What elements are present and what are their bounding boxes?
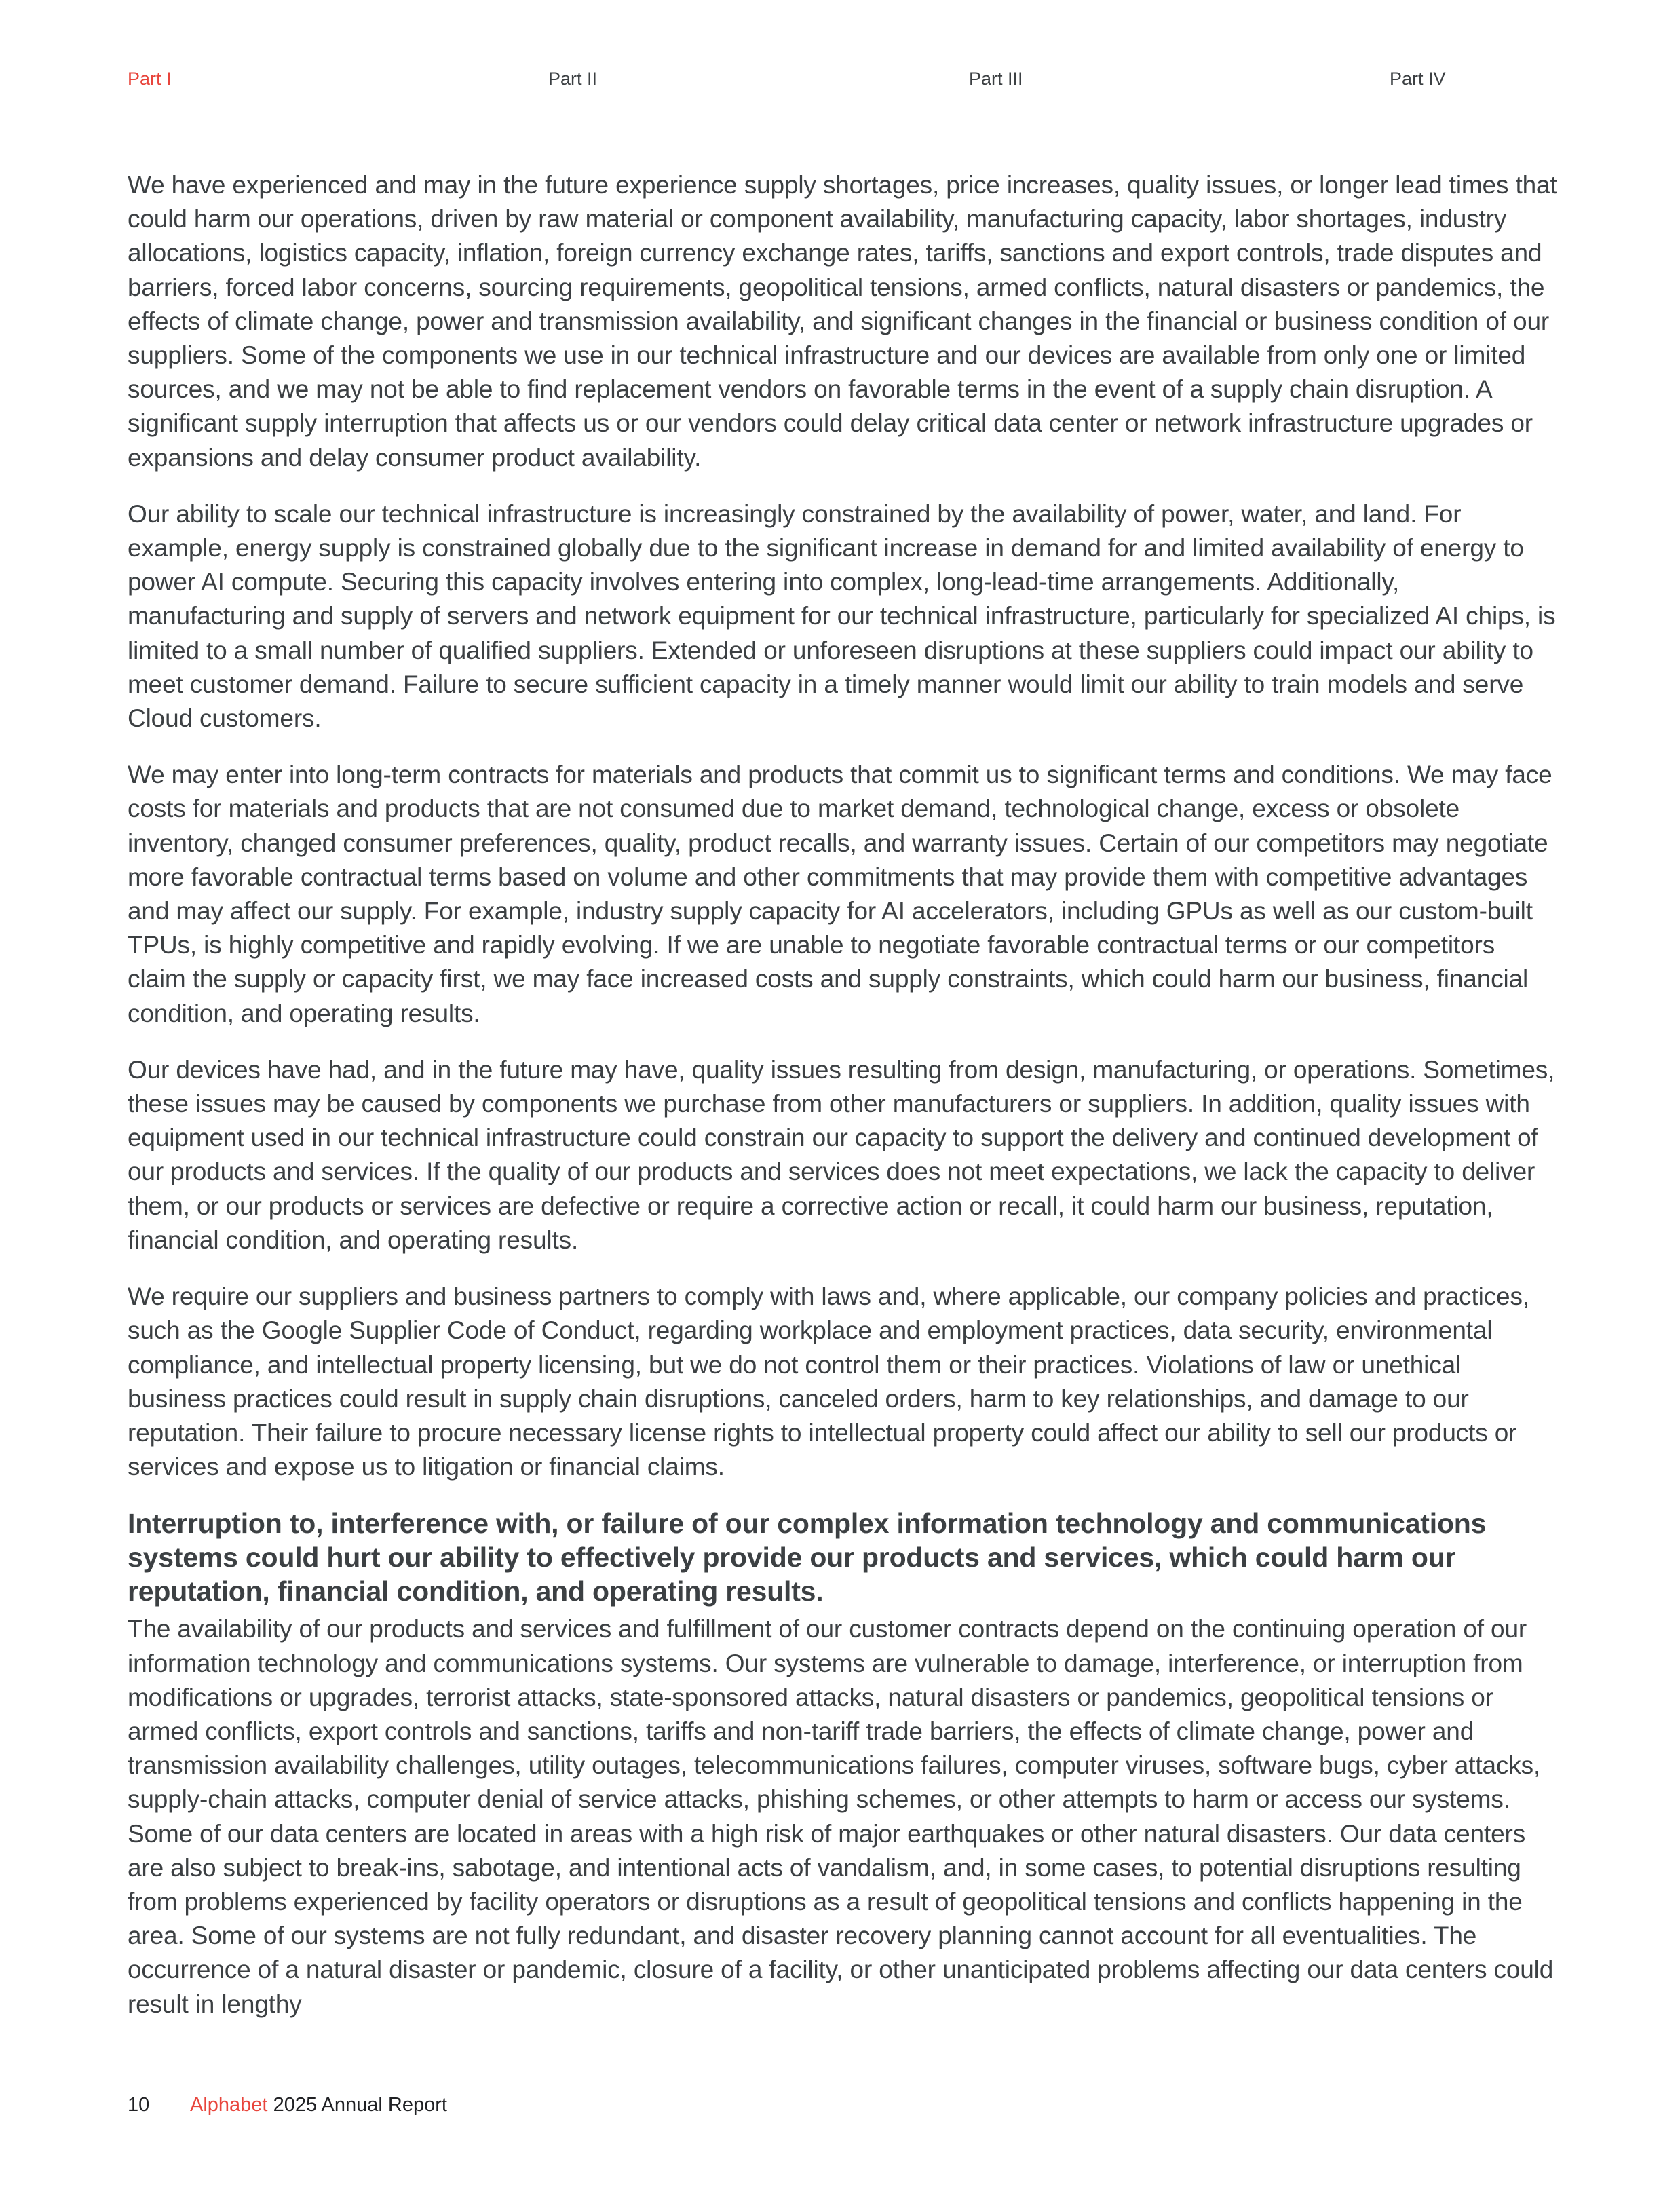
page-number: 10 [128, 2094, 150, 2116]
top-navigation [128, 65, 1552, 92]
paragraph-systems-availability: The availability of our products and services and fulfillment of our customer contracts depend on the continuing operation of our information technology and communications systems. Our systems are vulnerable to damage, interference, or interruption from modifications or upgrades, terrorist attacks, state-sponsored attacks, natural disasters or pandemics, geopolitical tensions or armed conflicts, export controls and sanctions, tariffs and non-tariff trade barriers, the effects of climate change, power and transmission availability challenges, utility outages, telecommunications failures, computer viruses, software bugs, cyber attacks, supply-chain attacks, computer denial of service attacks, phishing schemes, or other attempts to harm or access our systems. Some of our data centers are located in areas with a high risk of major earthquakes or other natural disasters. Our data centers are also subject to break-ins, sabotage, and intentional acts of vandalism, and, in some cases, to potential disruptions resulting from problems experienced by facility operators or disruptions as a result of geopolitical tensions and conflicts happening in the area. Some of our systems are not fully redundant, and disaster recovery planning cannot account for all eventualities. The occurrence of a natural disaster or pandemic, closure of a facility, or other unanticipated problems affecting our data centers could result in lengthy [128, 1615, 1554, 2018]
paragraph-supply-shortages: We have experienced and may in the future experience supply shortages, price increases, quality issues, or longer lead times that could harm our operations, driven by raw material or component availability, manufacturing capacity, labor shortages, industry allocations, logistics capacity, inflation, foreign currency exchange rates, tariffs, sanctions and export controls, trade disputes and barriers, forced labor concerns, sourcing requirements, geopolitical tensions, armed conflicts, natural disasters or pandemics, the effects of climate change, power and transmission availability, and significant changes in the financial or business condition of our suppliers. Some of the components we use in our technical infrastructure and our devices are available from only one or limited sources, and we may not be able to find replacement vendors on favorable terms in the event of a supply chain disruption. A significant supply interruption that affects us or our vendors could delay critical data center or network infrastructure upgrades or expansions and delay consumer product availability. [128, 171, 1557, 472]
paragraph-device-quality: Our devices have had, and in the future may have, quality issues resulting from design, manufacturing, or operations. Sometimes, these issues may be caused by components we purchase from other manufacturers or suppliers. In addition, quality issues with equipment used in our technical infrastructure could constrain our capacity to support the delivery and continued development of our products and services. If the quality of our products and services does not meet expectations, we lack the capacity to deliver them, or our products or services are defective or require a corrective action or recall, it could harm our business, reputation, financial condition, and operating results. [128, 1055, 1555, 1254]
nav-link-part-ii[interactable]: Part II [548, 69, 598, 89]
nav-link-part-i[interactable]: Part I [128, 69, 172, 89]
paragraph-infrastructure-scale: Our ability to scale our technical infrastructure is increasingly constrained by the availability of power, water, and land. For example, energy supply is constrained globally due to the significant increase in demand for and limited availability of energy to power AI compute. Securing this capacity involves entering into complex, long-lead-time arrangements. Additionally, manufacturing and supply of servers and network equipment for our technical infrastructure, particularly for specialized AI chips, is limited to a small number of qualified suppliers. Extended or unforeseen disruptions at these suppliers could impact our ability to meet customer demand. Failure to secure sufficient capacity in a timely manner would limit our ability to train models and serve Cloud customers. [128, 499, 1556, 733]
document-body [128, 168, 1559, 2044]
nav-link-part-iv[interactable]: Part IV [1390, 69, 1446, 89]
nav-link-part-iii[interactable]: Part III [969, 69, 1023, 89]
brand-name: Alphabet [190, 2094, 268, 2116]
paragraph-supplier-compliance: We require our suppliers and business partners to comply with laws and, where applicable, our company policies and practices, such as the Google Supplier Code of Conduct, regarding workplace and employment practices, data security, environmental compliance, and intellectual property licensing, but we do not control them or their practices. Violations of law or unethical business practices could result in supply chain disruptions, canceled orders, harm to key relationships, and damage to our reputation. Their failure to procure necessary license rights to intellectual property could affect our ability to sell our products or services and expose us to litigation or financial claims. [128, 1282, 1529, 1481]
section-heading: Interruption to, interference with, or failure of our complex information technology and communications systems could hurt our ability to effectively provide our products and services, which could harm our reputation, financial condition, and operating results. [128, 1508, 1487, 1607]
page-footer [128, 2091, 447, 2118]
paragraph-long-term-contracts: We may enter into long-term contracts for materials and products that commit us to significant terms and conditions. We may face costs for materials and products that are not consumed due to market demand, technological change, excess or obsolete inventory, changed consumer preferences, quality, product recalls, and warranty issues. Certain of our competitors may negotiate more favorable contractual terms based on volume and other commitments that may provide them with competitive advantages and may affect our supply. For example, industry supply capacity for AI accelerators, including GPUs as well as our custom-built TPUs, is highly competitive and rapidly evolving. If we are unable to negotiate favorable contractual terms or our competitors claim the supply or capacity first, we may face increased costs and supply constraints, which could harm our business, financial condition, and operating results. [128, 761, 1552, 1027]
report-title: 2025 Annual Report [273, 2094, 447, 2116]
